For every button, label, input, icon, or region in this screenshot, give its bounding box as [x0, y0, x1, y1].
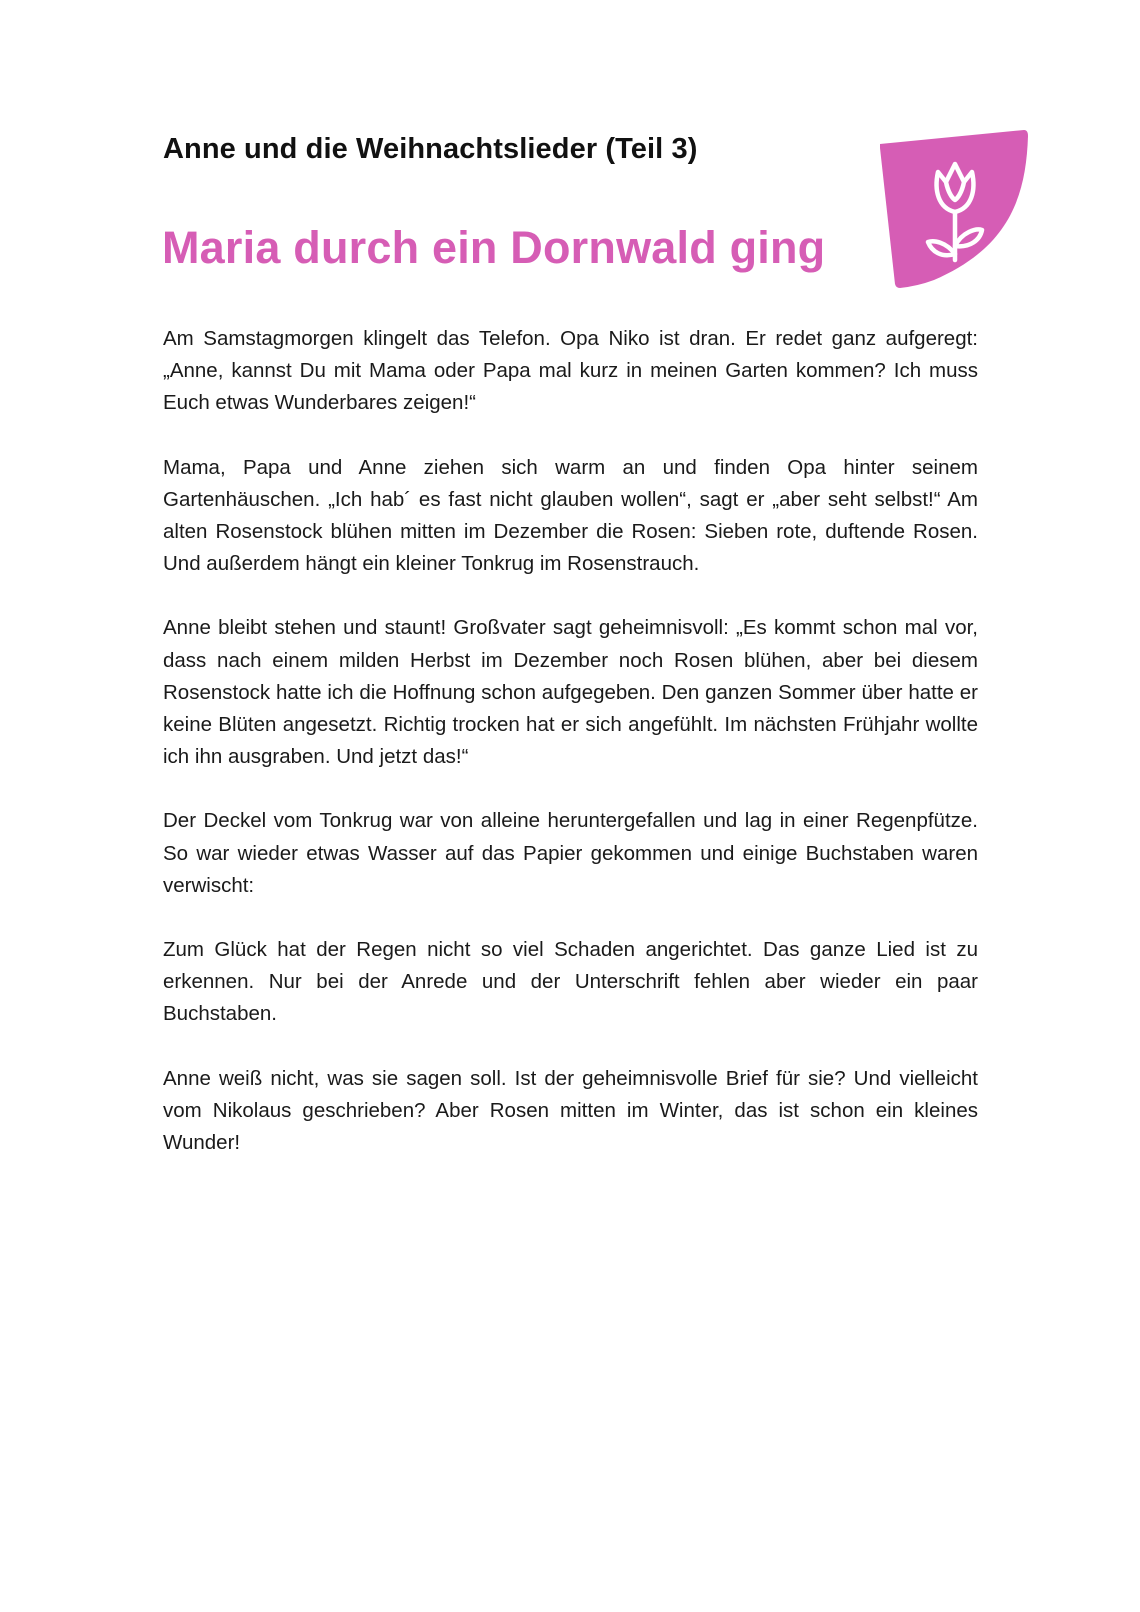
paragraph-4: Der Deckel vom Tonkrug war von alleine heruntergefallen und lag in einer Regenpfütze. So war wieder etwas Wasser auf das Papier gekommen und einige Buchstaben waren verwischt:	[163, 809, 978, 897]
paragraph-2: Mama, Papa und Anne ziehen sich warm an und finden Opa hinter seinem Gartenhäuschen. „Ich hab´ es fast nicht glauben wollen“, sagt er „aber seht selbst!“ Am alten Rosenstock blühen mitten im Dezember die Rosen: Sieben rote, duftende Rosen. Und außerdem hängt ein kleiner Tonkrug im Rosenstrauch.	[163, 455, 978, 576]
page-title: Maria durch ein Dornwald ging	[162, 222, 826, 273]
logo	[878, 128, 1028, 288]
paragraph-5: Zum Glück hat der Regen nicht so viel Schaden angerichtet. Das ganze Lied ist zu erkennen. Nur bei der Anrede und der Unterschrift fehlen aber wieder ein paar Buchstaben.	[163, 938, 978, 1026]
paragraph-3: Anne bleibt stehen und staunt! Großvater sagt geheimnisvoll: „Es kommt schon mal vor, dass nach einem milden Herbst im Dezember noch Rosen blühen, aber bei diesem Rosenstock hatte ich die Hoffnung schon aufgegeben. Den ganzen Sommer über hatte er keine Blüten angesetzt. Richtig trocken hat er sich angefühlt. Im nächsten Frühjahr wollte ich ihn ausgraben. Und jetzt das!“	[163, 616, 978, 769]
series-title: Anne und die Weihnachtslieder (Teil 3)	[163, 133, 698, 165]
story-text	[163, 323, 978, 1191]
rose-icon	[878, 128, 1028, 288]
paragraph-1: Am Samstagmorgen klingelt das Telefon. Opa Niko ist dran. Er redet ganz aufgeregt: „Anne, kannst Du mit Mama oder Papa mal kurz in meinen Garten kommen? Ich muss Euch etwas Wunderbares zeigen!“	[163, 327, 978, 415]
paragraph-6: Anne weiß nicht, was sie sagen soll. Ist der geheimnisvolle Brief für sie? Und vielleicht vom Nikolaus geschrieben? Aber Rosen mitten im Winter, das ist schon ein kleines Wunder!	[163, 1066, 978, 1155]
